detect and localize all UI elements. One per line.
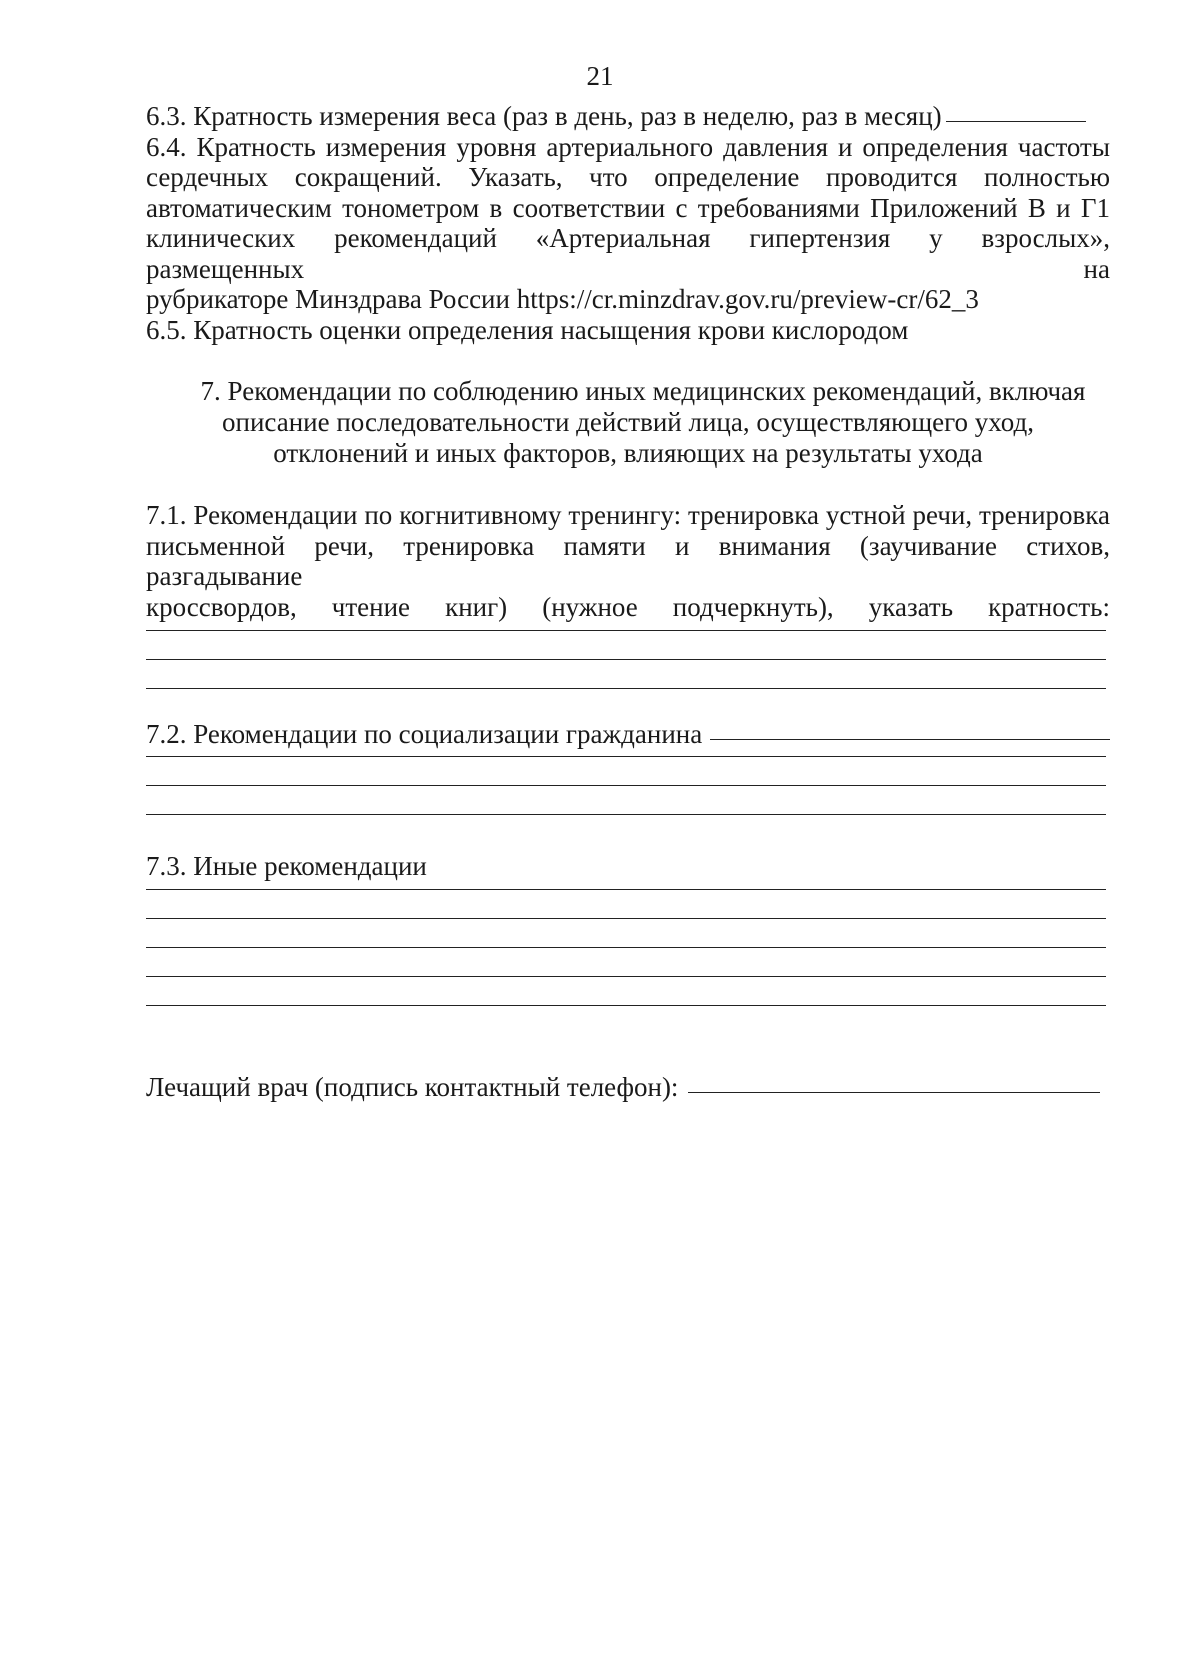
page-number: 21 [586, 61, 614, 91]
item-7-1-line: письменной речи, тренировка памяти и внимания (заучивание стихов, разгадывание [146, 530, 1110, 591]
item-6-5: 6.5. Кратность оценки определения насыщения крови кислородом [146, 314, 909, 345]
blank-line[interactable] [146, 688, 1106, 689]
blank-line[interactable] [146, 785, 1106, 786]
blank-line[interactable] [710, 739, 1110, 740]
signature-label: Лечащий врач (подпись контактный телефон): [146, 1072, 679, 1102]
blank-line[interactable] [146, 756, 1106, 757]
blank-line[interactable] [146, 630, 1106, 631]
item-7-3: 7.3. Иные рекомендации [146, 850, 427, 881]
item-7-1 [146, 500, 1110, 622]
item-7-3-blanks [146, 889, 1110, 1006]
signature-blank[interactable] [688, 1092, 1100, 1093]
item-6-3-text: 6.3. Кратность измерения веса (раз в день, раз в неделю, раз в месяц) [146, 101, 942, 131]
blank-line[interactable] [146, 1005, 1106, 1006]
section-7-heading-line: 7. Рекомендации по соблюдению иных медицинских рекомендаций, включая [200, 376, 1086, 406]
item-6-4-line: 6.4. Кратность измерения уровня артериального давления и определения частоты [146, 131, 1110, 162]
item-6-4 [146, 132, 1110, 315]
section-7-heading-line: описание последовательности действий лица, осуществляющего уход, [222, 407, 1034, 437]
item-7-1-blanks [146, 630, 1110, 689]
blank-line[interactable] [146, 947, 1106, 948]
item-7-1-line: 7.1. Рекомендации по когнитивному тренингу: тренировка устной речи, тренировка [146, 500, 1110, 530]
document-body [146, 101, 1110, 1103]
item-7-2-text: 7.2. Рекомендации по социализации гражданина [146, 719, 703, 749]
item-7-2-blanks [146, 756, 1110, 815]
item-6-3 [146, 101, 1086, 132]
blank-line[interactable] [946, 121, 1086, 122]
blank-line[interactable] [146, 889, 1106, 890]
item-6-4-line: клинических рекомендаций «Артериальная гипертензия у взрослых», размещенных на [146, 223, 1110, 284]
blank-line[interactable] [146, 976, 1106, 977]
item-7-2 [146, 719, 1110, 750]
item-6-4-line: рубрикаторе Минздрава России https://cr.minzdrav.gov.ru/preview-cr/62_3 [146, 284, 979, 314]
item-6-4-line: сердечных сокращений. Указать, что определение проводится полностью [146, 162, 1110, 192]
item-7-1-line: кроссвордов, чтение книг) (нужное подчеркнуть), указать кратность: [146, 591, 1110, 622]
blank-line[interactable] [146, 659, 1106, 660]
section-7-heading [146, 376, 1110, 469]
item-6-4-line: автоматическим тонометром в соответствии с требованиями Приложений В и Г1 [146, 192, 1110, 223]
blank-line[interactable] [146, 918, 1106, 919]
signature-line [146, 1072, 1100, 1103]
blank-line[interactable] [146, 814, 1106, 815]
section-7-heading-line: отклонений и иных факторов, влияющих на результаты ухода [273, 438, 983, 468]
